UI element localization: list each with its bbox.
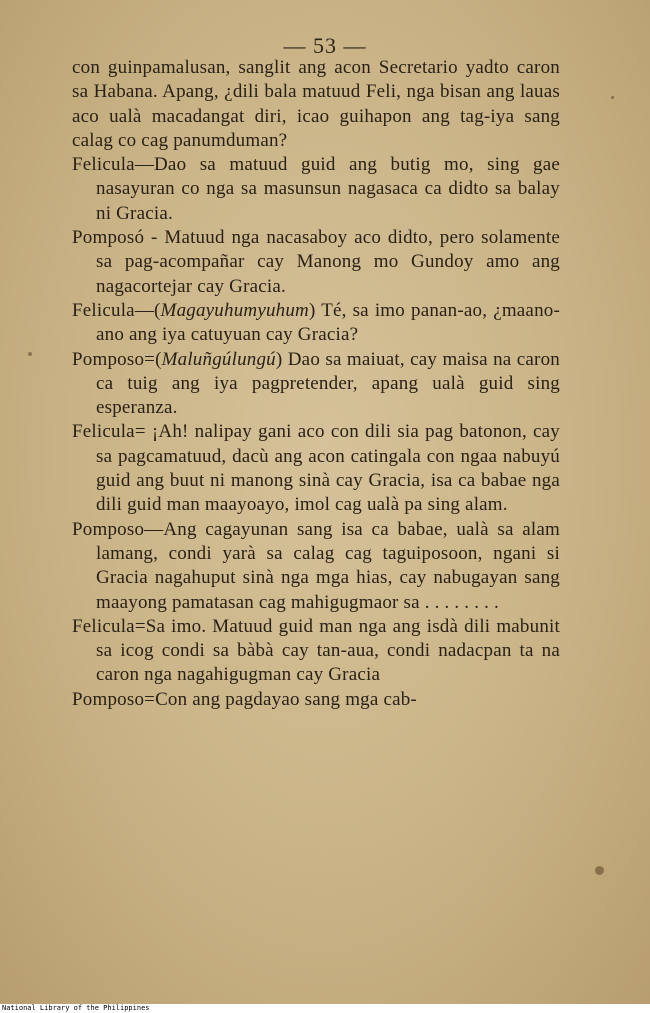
- paper-spot: [611, 96, 614, 99]
- dialogue-paragraph: [72, 153, 560, 226]
- speaker-separator: —: [134, 299, 155, 321]
- speaker-name: Pomposo: [72, 348, 145, 370]
- paragraph-text: Té, sa imo panan-ao, ¿maano-ano ang iya catuyuan cay Gracia?: [96, 299, 560, 346]
- dialogue-paragraph: [72, 226, 560, 299]
- dialogue-paragraph: [72, 420, 560, 517]
- dialogue-paragraph: [72, 518, 560, 615]
- speaker-name: Pomposó: [72, 227, 145, 249]
- footer-credit: National Library of the Philippines: [2, 1004, 150, 1012]
- speaker-separator: =: [144, 348, 156, 370]
- speaker-name: Felicula: [72, 421, 135, 443]
- speaker-name: Pomposo: [72, 688, 145, 710]
- speaker-separator: —: [144, 518, 164, 540]
- speaker-name: Felicula: [72, 299, 135, 321]
- speaker-name: Felicula: [72, 615, 135, 637]
- paragraph-text: Ang cagayunan sang isa ca babae, ualà sa alam lamang, condi yarà sa calag cag taguiposoon, ngani si Gracia nagahuput sinà nga mga hias, cay nabugayan sang maayong pamatasan cag mahigugmaor sa . . . . . . . .: [96, 518, 560, 613]
- speaker-separator: =: [144, 688, 156, 710]
- dialogue-paragraph: [72, 688, 560, 712]
- paragraph-text: Sa imo. Matuud guid man nga ang isdà dili mabunit sa icog condi sa bàbà cay tan-aua, condi nadacpan ta na caron nga nagahigugman cay Gracia: [96, 615, 560, 686]
- dialogue-paragraph: Pomposo=(Maluñgúlungú) Dao sa maiuat, cay maisa na caron ca tuig ang iya pagpretender, apang ualà guid sing esperanza.: [72, 348, 560, 419]
- paragraph-text: Dao sa matuud guid ang butig mo, sing gae nasayuran co nga sa masunsun nagasaca ca didto sa balay ni Gracia.: [96, 154, 560, 224]
- paragraph-text: Con ang pagdayao sang mga cab-: [155, 688, 417, 710]
- dialogue-paragraph: Felicula—(Magayuhumyuhum) Té, sa imo panan-ao, ¿maano-ano ang iya catuyuan cay Gracia?: [72, 299, 560, 346]
- speaker-separator: -: [144, 227, 165, 249]
- stage-direction: Magayuhumyuhum: [160, 299, 309, 321]
- continuation-paragraph: [72, 56, 560, 153]
- speaker-separator: =: [134, 421, 152, 443]
- speaker-name: Pomposo: [72, 518, 145, 540]
- paragraph-text: Dao sa maiuat, cay maisa na caron ca tuig ang iya pagpretender, apang ualà guid sing esperanza.: [96, 348, 560, 419]
- page-body-text: [72, 56, 560, 712]
- speaker-separator: —: [134, 154, 155, 176]
- dialogue-paragraph: [72, 615, 560, 688]
- page-number: — 53 —: [283, 33, 367, 58]
- speaker-name: Felicula: [72, 154, 135, 176]
- paragraph-text: Matuud nga nacasaboy aco didto, pero solamente sa pag-acompañar cay Manong mo Gundoy amo ang nagacortejar cay Gracia.: [96, 227, 560, 297]
- paper-spot: [28, 352, 32, 356]
- footer: [0, 1004, 650, 1013]
- stage-direction: Maluñgúlungú: [161, 348, 276, 370]
- paragraph-text: ¡Ah! nalipay gani aco con dili sia pag batonon, cay sa pagcamatuud, dacù ang acon catingala con ngaa nabuyú guid ang buut ni manong sinà cay Gracia, isa ca babae nga dili guid man maayoayo, imol cag ualà pa sing alam.: [96, 421, 560, 516]
- paper-spot: [595, 866, 604, 875]
- speaker-separator: =: [134, 615, 146, 637]
- paragraph-text: con guinpamalusan, sanglit ang acon Secretario yadto caron sa Habana. Apang, ¿dili bala matuud Feli, nga bisan ang lauas aco ualà macadangat diri, icao guihapon ang tag-iya sang calag co cag panumduman?: [72, 57, 560, 151]
